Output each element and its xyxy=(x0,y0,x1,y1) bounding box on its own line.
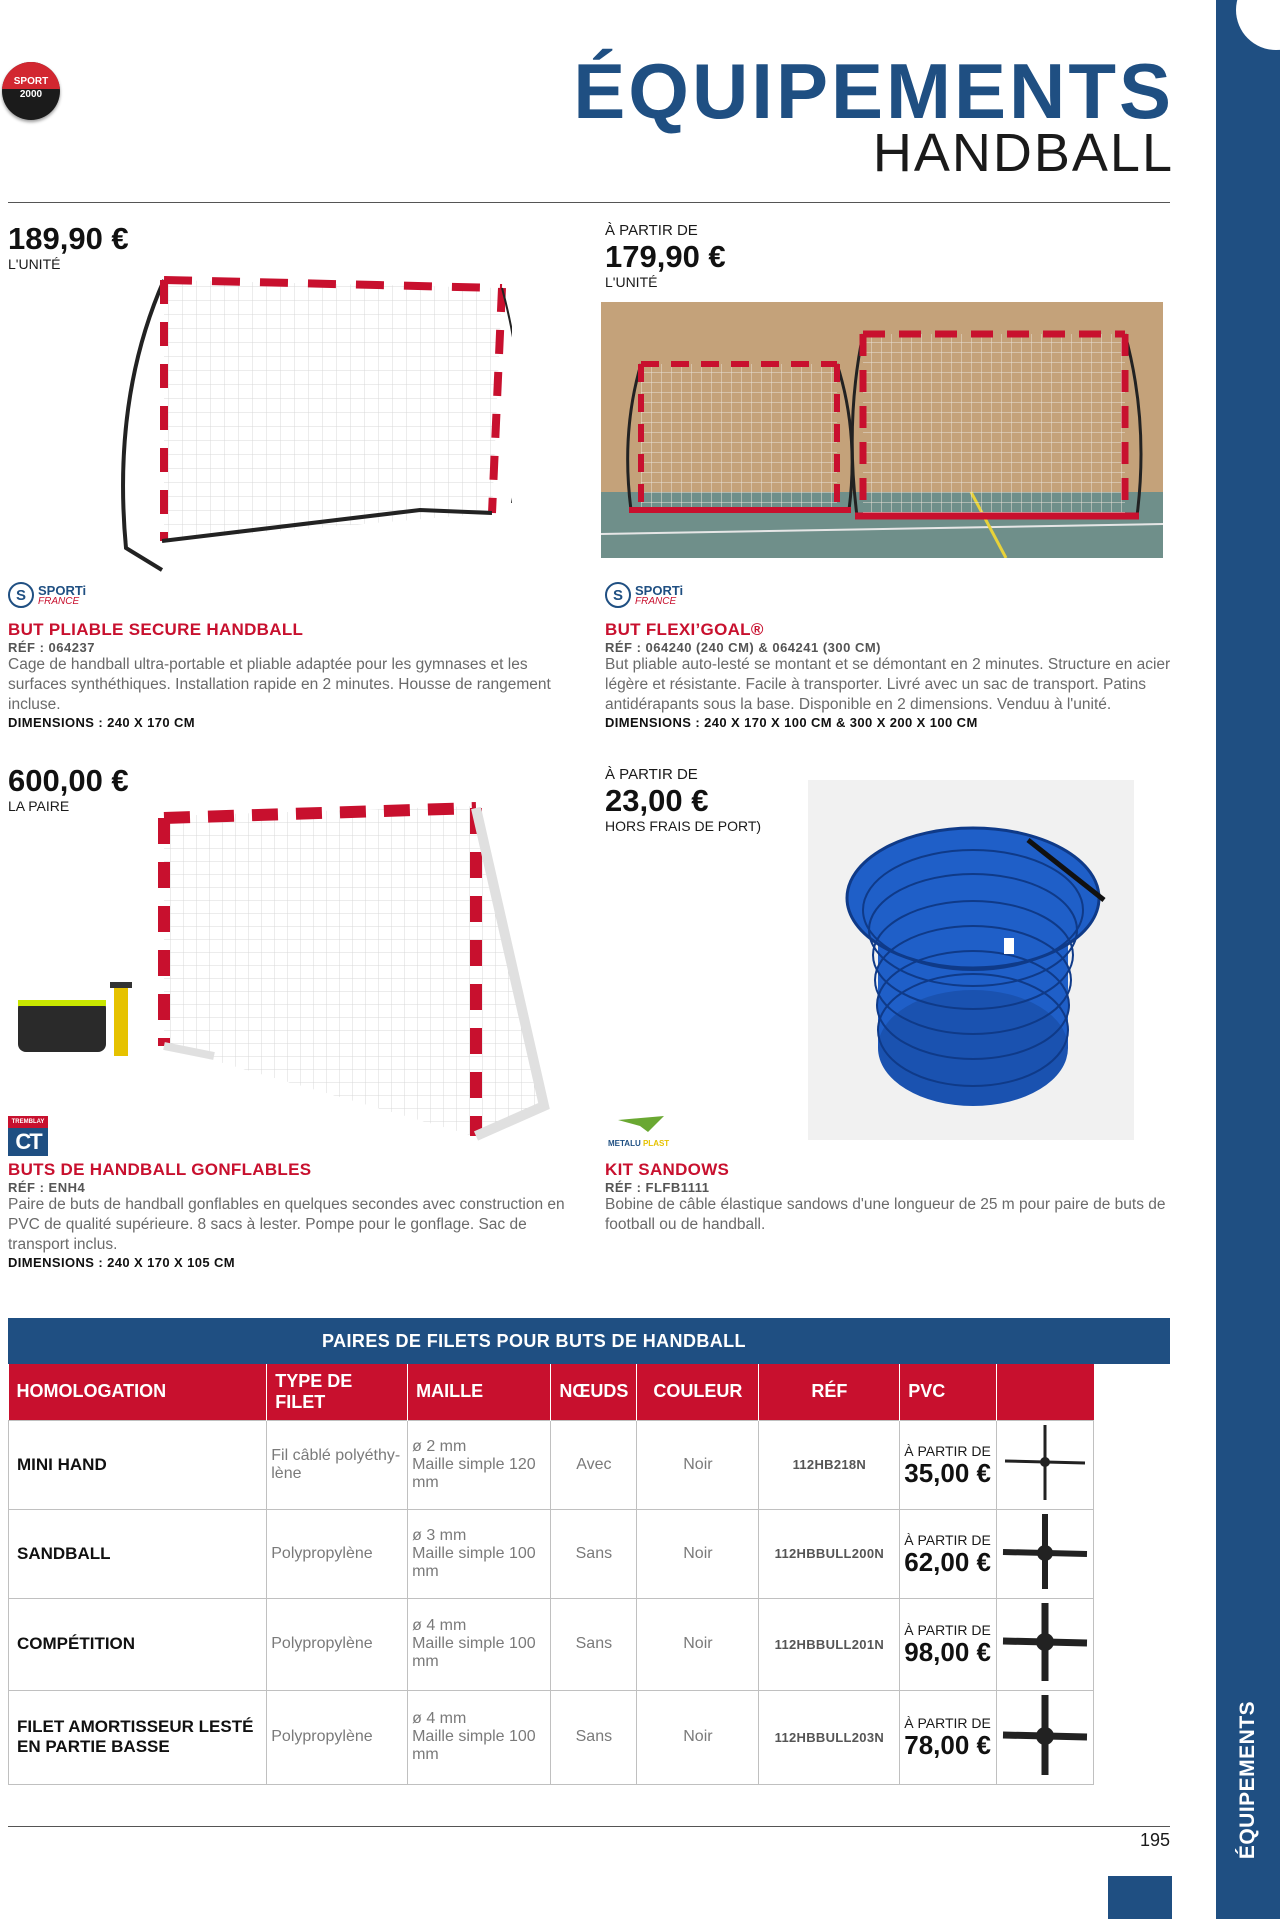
noeuds-cell: Avec xyxy=(551,1420,637,1509)
product-unit: HORS FRAIS DE PORT) xyxy=(605,818,762,834)
net-knot-image xyxy=(996,1598,1093,1690)
page-number: 195 xyxy=(1139,1830,1170,1850)
product-name: BUT FLEXI’GOAL® xyxy=(605,620,764,639)
type-cell: Polypropylène xyxy=(267,1598,408,1690)
side-tab xyxy=(1216,0,1280,1919)
noeuds-cell: Sans xyxy=(551,1690,637,1784)
side-tab-label: ÉQUIPEMENTS xyxy=(1236,1700,1259,1860)
page-title: ÉQUIPEMENTS xyxy=(573,47,1174,135)
homologation-cell: COMPÉTITION xyxy=(9,1598,267,1690)
sporti-france-logo: S SPORTi FRANCE xyxy=(605,582,683,608)
page-subtitle: HANDBALL xyxy=(872,123,1174,183)
table-row xyxy=(9,1690,1094,1784)
sport2000-logo: SPORT 2000 xyxy=(2,62,60,120)
sidebar-arc xyxy=(1236,0,1280,50)
product-description: Cage de handball ultra-portable et pliable adaptée pour les gymnases et les surfaces synthéthiques. Installation rapide en 2 minutes. Housse de rangement incluse. xyxy=(8,656,551,713)
couleur-cell: Noir xyxy=(637,1690,759,1784)
type-cell: Polypropylène xyxy=(267,1690,408,1784)
homologation-cell: SANDBALL xyxy=(9,1509,267,1598)
product-dimensions: DIMENSIONS : 240 X 170 CM xyxy=(8,715,195,730)
net-knot-image xyxy=(996,1509,1093,1598)
product-unit: L'UNITÉ xyxy=(605,274,658,290)
type-cell: Polypropylène xyxy=(267,1509,408,1598)
noeuds-cell: Sans xyxy=(551,1598,637,1690)
product-description: Bobine de câble élastique sandows d'une longueur de 25 m pour paire de buts de football ou de handball. xyxy=(605,1196,1166,1233)
table-title: PAIRES DE FILETS POUR BUTS DE HANDBALL xyxy=(8,1318,1170,1364)
product-details xyxy=(605,1160,1171,1235)
table-row xyxy=(9,1509,1094,1598)
maille-cell: ø 3 mm Maille simple 100 mm xyxy=(408,1509,551,1598)
price-cell: À PARTIR DE 78,00 € xyxy=(900,1690,997,1784)
product-ref: RÉF : ENH4 xyxy=(8,1180,86,1195)
net-knot-image xyxy=(996,1420,1093,1509)
maille-cell: ø 2 mm Maille simple 120 mm xyxy=(408,1420,551,1509)
product-unit: L'UNITÉ xyxy=(8,256,61,272)
product-dimensions: DIMENSIONS : 240 X 170 X 105 CM xyxy=(8,1255,235,1270)
maille-cell: ø 4 mm Maille simple 100 mm xyxy=(408,1598,551,1690)
product-price: 189,90 € xyxy=(8,221,129,256)
divider xyxy=(8,1826,1170,1827)
col-noeuds: NŒUDS xyxy=(551,1364,637,1420)
product-ref: RÉF : FLFB1111 xyxy=(605,1180,710,1195)
divider xyxy=(8,202,1170,203)
couleur-cell: Noir xyxy=(637,1598,759,1690)
nets-table xyxy=(8,1364,1094,1785)
noeuds-cell: Sans xyxy=(551,1509,637,1598)
inflatable-goals-image xyxy=(14,796,554,1146)
maille-cell: ø 4 mm Maille simple 100 mm xyxy=(408,1690,551,1784)
ref-cell: 112HBBULL200N xyxy=(759,1509,900,1598)
table-header-row xyxy=(9,1364,1094,1420)
col-maille: MAILLE xyxy=(408,1364,551,1420)
tremblay-ct-logo: TREMBLAY CT xyxy=(8,1116,48,1156)
price-cell: À PARTIR DE 98,00 € xyxy=(900,1598,997,1690)
product-unit: LA PAIRE xyxy=(8,798,70,814)
metaluplast-logo: METALU PLAST xyxy=(608,1116,678,1148)
product-name: BUT PLIABLE SECURE HANDBALL xyxy=(8,620,304,639)
table-row xyxy=(9,1598,1094,1690)
type-cell: Fil câblé polyéthy-lène xyxy=(267,1420,408,1509)
ref-cell: 112HB218N xyxy=(759,1420,900,1509)
col-pvc: PVC xyxy=(900,1364,997,1420)
foldable-goal-image xyxy=(112,258,512,578)
couleur-cell: Noir xyxy=(637,1509,759,1598)
col-ref: RÉF xyxy=(759,1364,900,1420)
product-price-block xyxy=(605,222,1195,290)
product-details xyxy=(605,620,1171,730)
flexigoal-image xyxy=(601,302,1163,558)
product-price: 23,00 € xyxy=(605,783,709,818)
sandows-coil-image xyxy=(808,780,1134,1140)
product-name: KIT SANDOWS xyxy=(605,1160,730,1179)
product-description: But pliable auto-lesté se montant et se démontant en 2 minutes. Structure en acier légère et résistante. Facile à transporter. Livré avec un sac de transport. Patins antidérapants sous la base. Disponible en 2 dimensions. Venduu à l'unité. xyxy=(605,656,1171,713)
net-knot-image xyxy=(996,1690,1093,1784)
sporti-france-logo: S SPORTi FRANCE xyxy=(8,582,86,608)
product-price: 600,00 € xyxy=(8,763,129,798)
page-marker xyxy=(1108,1876,1172,1919)
couleur-cell: Noir xyxy=(637,1420,759,1509)
product-price: 179,90 € xyxy=(605,239,726,274)
table-row xyxy=(9,1420,1094,1509)
product-description: Paire de buts de handball gonflables en quelques secondes avec construction en PVC de qualité supérieure. 8 sacs à lester. Pompe pour le gonflage. Sac de transport inclus. xyxy=(8,1196,565,1253)
price-cell: À PARTIR DE 35,00 € xyxy=(900,1420,997,1509)
ref-cell: 112HBBULL201N xyxy=(759,1598,900,1690)
product-dimensions: DIMENSIONS : 240 X 170 X 100 CM & 300 X 200 X 100 CM xyxy=(605,715,978,730)
col-couleur: COULEUR xyxy=(637,1364,759,1420)
price-prefix: À PARTIR DE xyxy=(605,766,698,783)
ref-cell: 112HBBULL203N xyxy=(759,1690,900,1784)
price-prefix: À PARTIR DE xyxy=(605,222,698,239)
product-name: BUTS DE HANDBALL GONFLABLES xyxy=(8,1160,312,1179)
homologation-cell: FILET AMORTISSEUR LESTÉ EN PARTIE BASSE xyxy=(9,1690,267,1784)
product-ref: RÉF : 064240 (240 CM) & 064241 (300 CM) xyxy=(605,640,882,655)
col-image xyxy=(996,1364,1093,1420)
product-details xyxy=(8,620,578,730)
product-details xyxy=(8,1160,578,1270)
col-type: TYPE DE FILET xyxy=(267,1364,408,1420)
product-ref: RÉF : 064237 xyxy=(8,640,95,655)
col-homologation: HOMOLOGATION xyxy=(9,1364,267,1420)
homologation-cell: MINI HAND xyxy=(9,1420,267,1509)
price-cell: À PARTIR DE 62,00 € xyxy=(900,1509,997,1598)
